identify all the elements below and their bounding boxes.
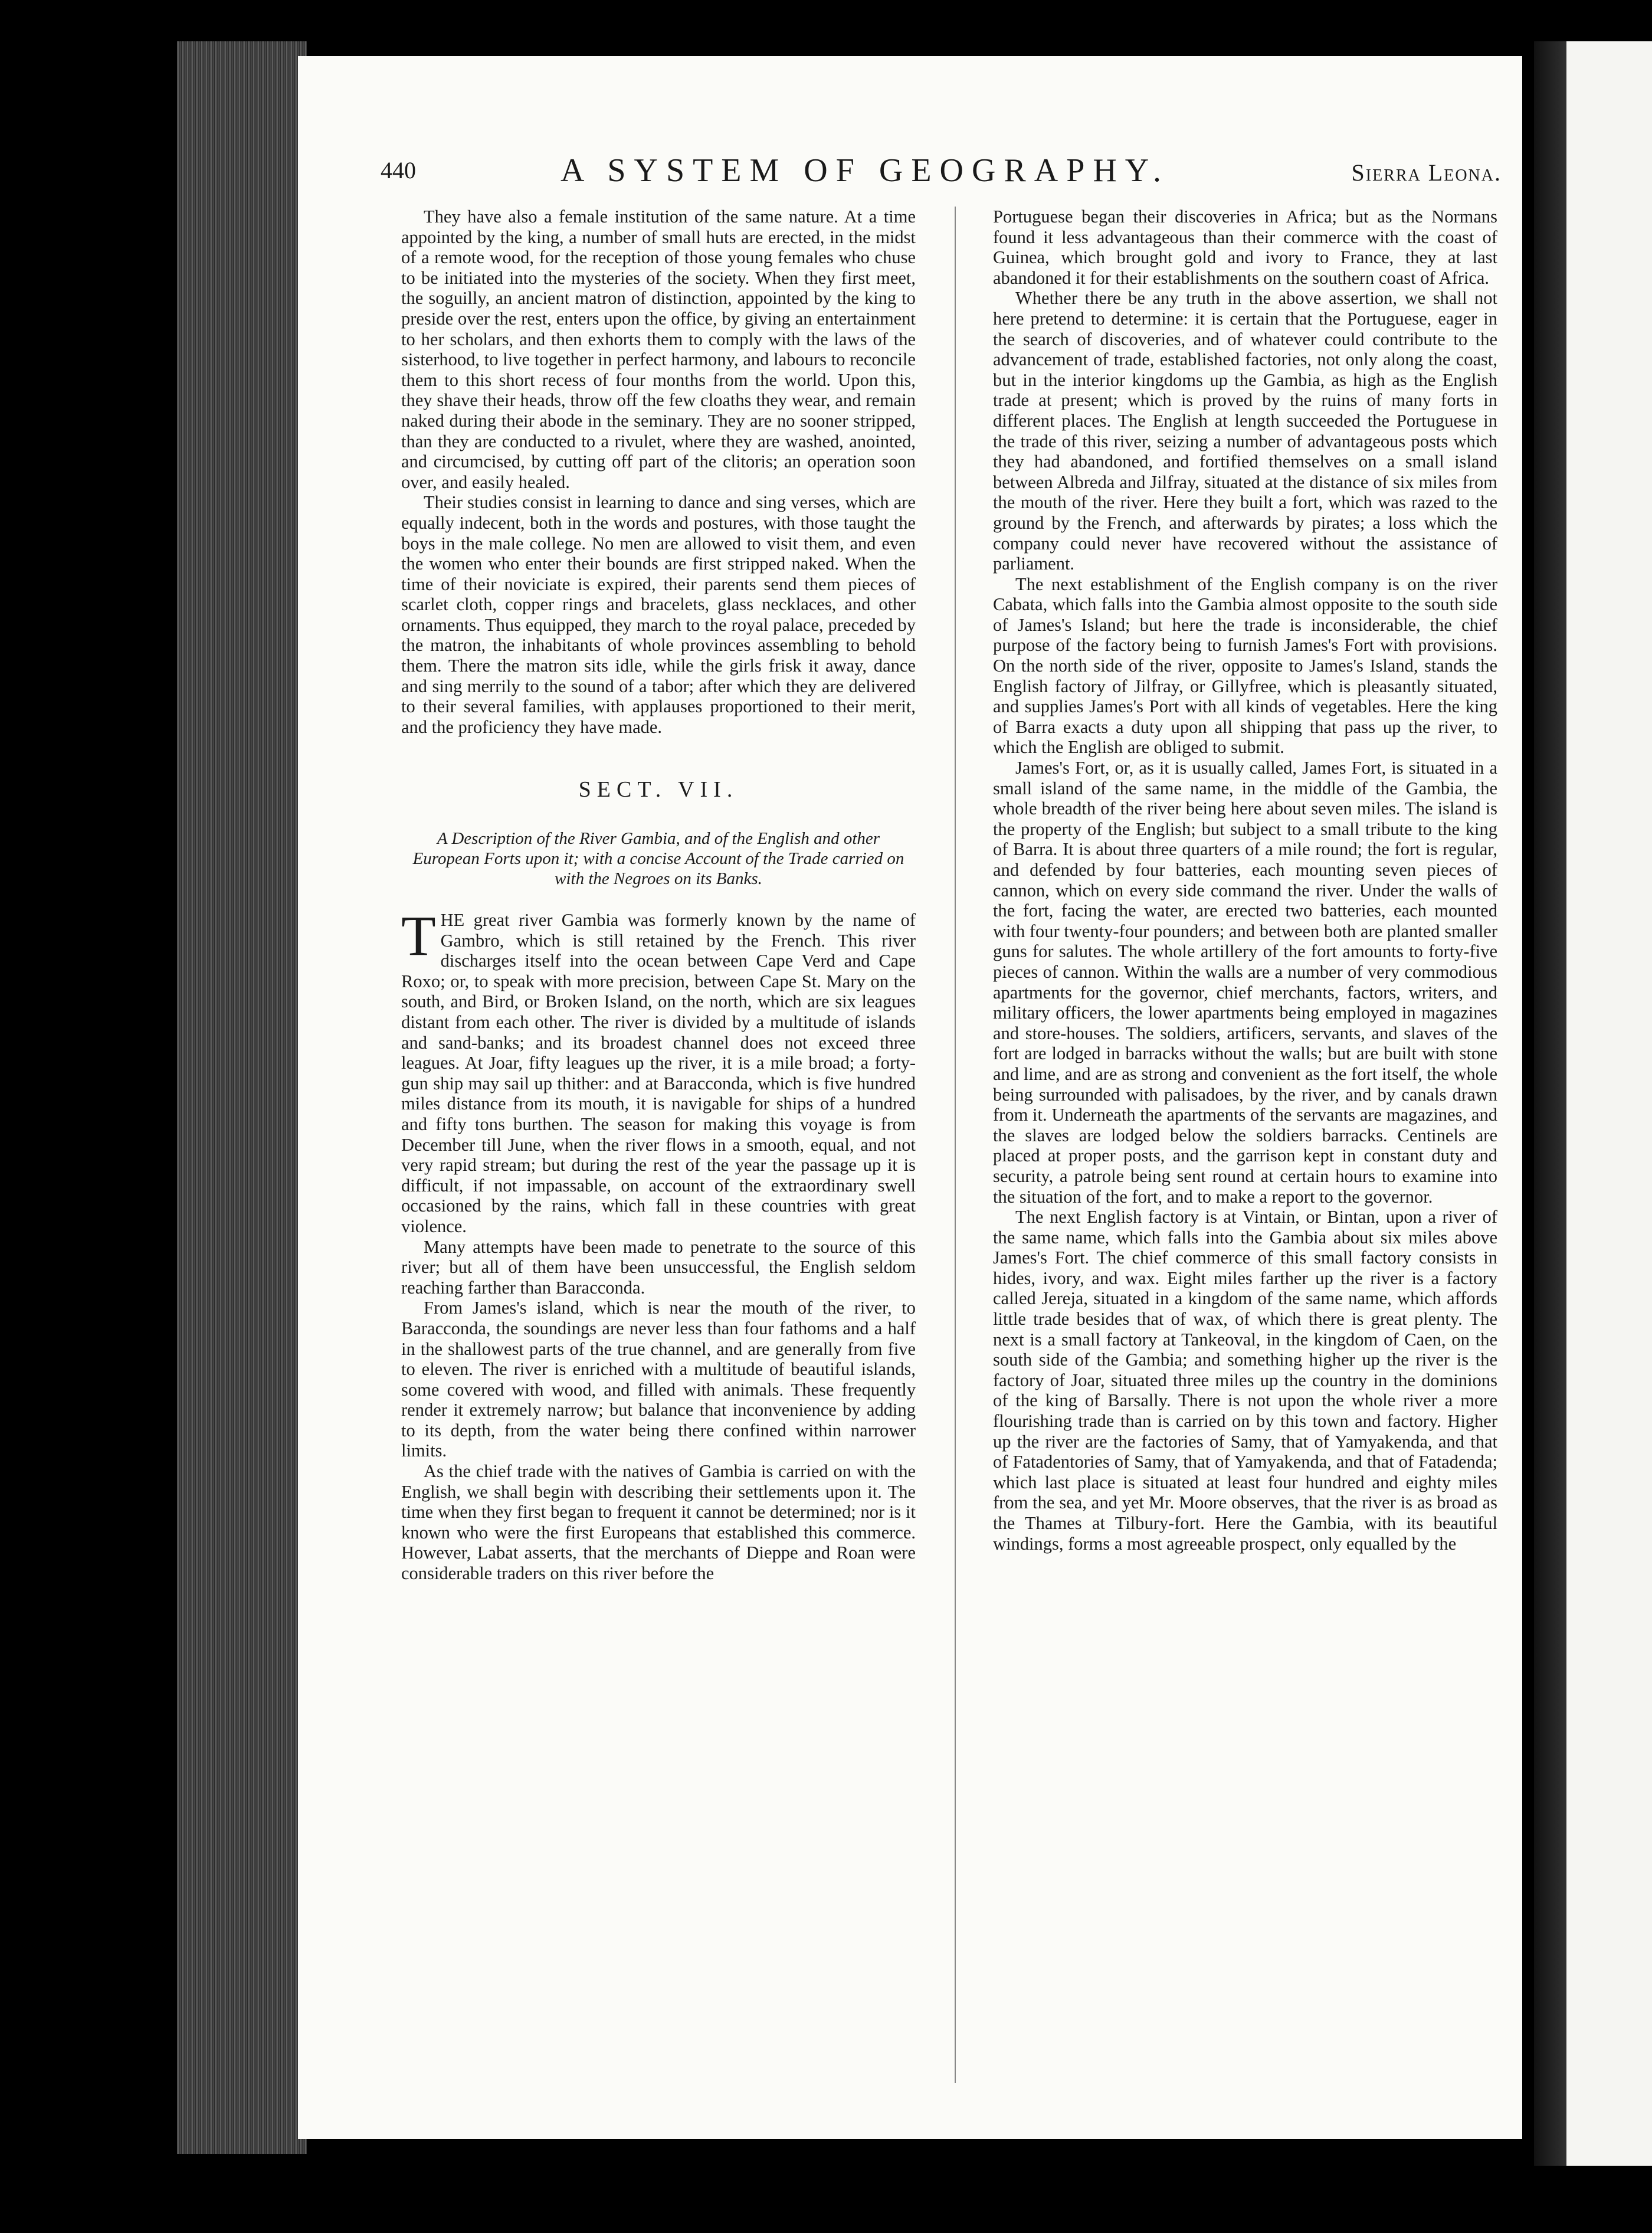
paragraph: From James's island, which is near the mouth of the river, to Baracconda, the soundings are never less than four fathoms and a half in the shallowest parts of the true channel, and are generally from five to eleven. The river is enriched with a multitude of beautiful islands, some covered with wood, and filled with animals. These frequently render it extremely narrow; but balance that inconvenience by adding to its depth, from the water being there confined within narrower limits. — [401, 1298, 916, 1461]
paragraph: James's Fort, or, as it is usually called, James Fort, is situated in a small island of the same name, in the middle of the Gambia, the whole breadth of the river being here about seven miles. The island is the property of the English; but subject to a small tribute to the king of Barra. It is about three quarters of a mile round; the fort is regular, and defended by four batteries, each mounting seven pieces of cannon, which on every side command the river. Under the walls of the fort, facing the water, are erected two batteries, each mounted with four twenty-four pounders; and between both are planted smaller guns for salutes. The whole artillery of the fort amounts to forty-five pieces of cannon. Within the walls are a number of very commodious apartments for the governor, chief merchants, factors, writers, and military officers, the lower apartments being employed in magazines and store-houses. The soldiers, artificers, servants, and slaves of the fort are lodged in barracks without the walls; but are built with stone and lime, and are as strong and convenient as the fort itself, the whole being surrounded with palisadoes, by the river, and by canals drawn from it. Underneath the apartments of the servants are magazines, and the slaves are lodged below the soldiers barracks. Centinels are placed at proper posts, and the garrison kept in constant duty and security, a patrole being sent round at certain hours to examine into the situation of the fort, and to make a report to the governor. — [993, 758, 1497, 1207]
section-subtitle: A Description of the River Gambia, and of the English and other European Forts upon it; with a concise Account of the Trade carried on with the Negroes on its Banks. — [412, 829, 904, 889]
facing-page-edge — [1566, 41, 1652, 2166]
book-page — [298, 56, 1522, 2139]
gutter-shadow — [1534, 41, 1569, 2166]
paragraph: They have also a female institution of the same nature. At a time appointed by the king, a number of small huts are erected, in the midst of a remote wood, for the reception of those young females who chuse to be initiated into the mysteries of the society. When they first meet, the soguilly, an ancient matron of distinction, appointed by the king to preside over the rest, enters upon the office, by giving an entertainment to her scholars, and then exhorts them to comply with the laws of the sisterhood, to live together in perfect harmony, and labours to reconcile them to this short recess of four months from the world. Upon this, they shave their heads, throw off the few cloaths they wear, and remain naked during their abode in the seminary. They are no sooner stripped, than they are conducted to a rivulet, where they are washed, anointed, and circumcised, by cutting off part of the clitoris; an operation soon over, and easily healed. — [401, 207, 916, 492]
paragraph: Whether there be any truth in the above assertion, we shall not here pretend to determine: it is certain that the Portuguese, eager in the search of discoveries, and of whatever could contribute to the advancement of trade, established factories, not only along the coast, but in the interior kingdoms up the Gambia, as high as the English trade at present; which is proved by the ruins of many forts in different places. The English at length succeeded the Portuguese in the trade of this river, seizing a number of advantageous posts which they had abandoned, and fortified themselves on a small island between Albreda and Jilfray, situated at the distance of six miles from the mouth of the river. Here they built a fort, which was razed to the ground by the French, and afterwards by pirates; a loss which the company could never have recovered without the assistance of parliament. — [993, 288, 1497, 574]
paragraph-continuation: Portuguese began their discoveries in Africa; but as the Normans found it less advantageous than their commerce with the coast of Guinea, which brought gold and ivory to France, they at last abandoned it for their establishments on the southern coast of Africa. — [993, 207, 1497, 288]
paragraph: Their studies consist in learning to dance and sing verses, which are equally indecent, both in the words and postures, with those taught the boys in the male college. No men are allowed to visit them, and even the women who enter their bounds are first stripped naked. When the time of their noviciate is expired, their parents send them pieces of scarlet cloth, copper rings and bracelets, glass necklaces, and other ornaments. Thus equipped, they march to the royal palace, preceded by the matron, the inhabitants of whole provinces assembling to behold them. There the matron sits idle, while the girls frisk it away, dance and sing merrily to the sound of a tabor; after which they are delivered to their several families, with applauses proportioned to their merit, and the proficiency they have made. — [401, 492, 916, 737]
paragraph: The next English factory is at Vintain, or Bintan, upon a river of the same name, which falls into the Gambia about six miles above James's Fort. The chief commerce of this small factory consists in hides, ivory, and wax. Eight miles farther up the river is a factory called Jereja, situated in a kingdom of the same name, which affords little trade besides that of wax, of which there is great plenty. The next is a small factory at Tankeoval, in the kingdom of Caen, on the south side of the Gambia; and something higher up the river is the factory of Joar, situated three miles up the country in the dominions of the king of Barsally. There is not upon the whole river a more flourishing trade than is carried on by this town and factory. Higher up the river are the factories of Samy, that of Yamyakenda, and that of Fatadentories of Samy, that of Yamyakenda, and that of Fatadenda; which last place is situated at least four hundred and eighty miles from the sea, and yet Mr. Moore observes, that the river is as broad as the Thames at Tilbury-fort. Here the Gambia, with its beautiful windings, forms a most agreeable prospect, only equalled by the — [993, 1207, 1497, 1554]
column-rule — [955, 207, 956, 2083]
section-heading: SECT. VII. — [578, 777, 739, 803]
paragraph: Many attempts have been made to penetrate to the source of this river; but all of them have been unsuccessful, the English seldom reaching farther than Baracconda. — [401, 1236, 916, 1298]
paragraph: The next establishment of the English company is on the river Cabata, which falls into the Gambia almost opposite to the south side of James's Island; but here the trade is inconsiderable, the chief purpose of the factory being to furnish James's Fort with provisions. On the north side of the river, opposite to James's Island, stands the English factory of Jilfray, or Gillyfree, which is pleasantly situated, and supplies James's Port with all kinds of vegetables. Here the king of Barra exacts a duty upon all shipping that pass up the river, to which the English are obliged to submit. — [993, 574, 1497, 758]
left-column — [401, 207, 916, 1584]
book-page-edges — [177, 41, 307, 2154]
paragraph: As the chief trade with the natives of Gambia is carried on with the English, we shall begin with describing their settlements upon it. The time when they first began to frequent it cannot be determined; nor is it known who were the first Europeans that established this commerce. However, Labat asserts, that the merchants of Dieppe and Roan were considerable traders on this river before the — [401, 1461, 916, 1584]
page-number: 440 — [381, 157, 416, 184]
running-title: A SYSTEM OF GEOGRAPHY. — [560, 152, 1170, 189]
section-first-paragraph — [401, 904, 916, 1237]
paragraph-text: HE great river Gambia was formerly known by the name of Gambro, which is still retained by the French. This river discharges itself into the ocean between Cape Verd and Cape Roxo; or, to speak with more precision, between Cape St. Mary on the south, and Bird, or Broken Island, on the north, which are six leagues distant from each other. The river is divided by a multitude of islands and sand-banks; and its broadest channel does not exceed three leagues. At Joar, fifty leagues up the river, it is a mile broad; a forty-gun ship may sail up thither: and at Baracconda, which is five hundred miles distance from its mouth, it is navigable for ships of a hundred and fifty tons burthen. The season for making this voyage is from December till June, when the river flows in a smooth, equal, and not very rapid stream; but during the rest of the year the passage up it is difficult, if not impassable, on account of the extraordinary swell occasioned by the rains, which fall in these countries with great violence. — [401, 910, 916, 1236]
right-column — [993, 207, 1497, 1554]
running-section-name: Sierra Leona. — [1351, 159, 1502, 186]
running-header — [381, 152, 1502, 192]
drop-cap: T — [401, 904, 436, 968]
